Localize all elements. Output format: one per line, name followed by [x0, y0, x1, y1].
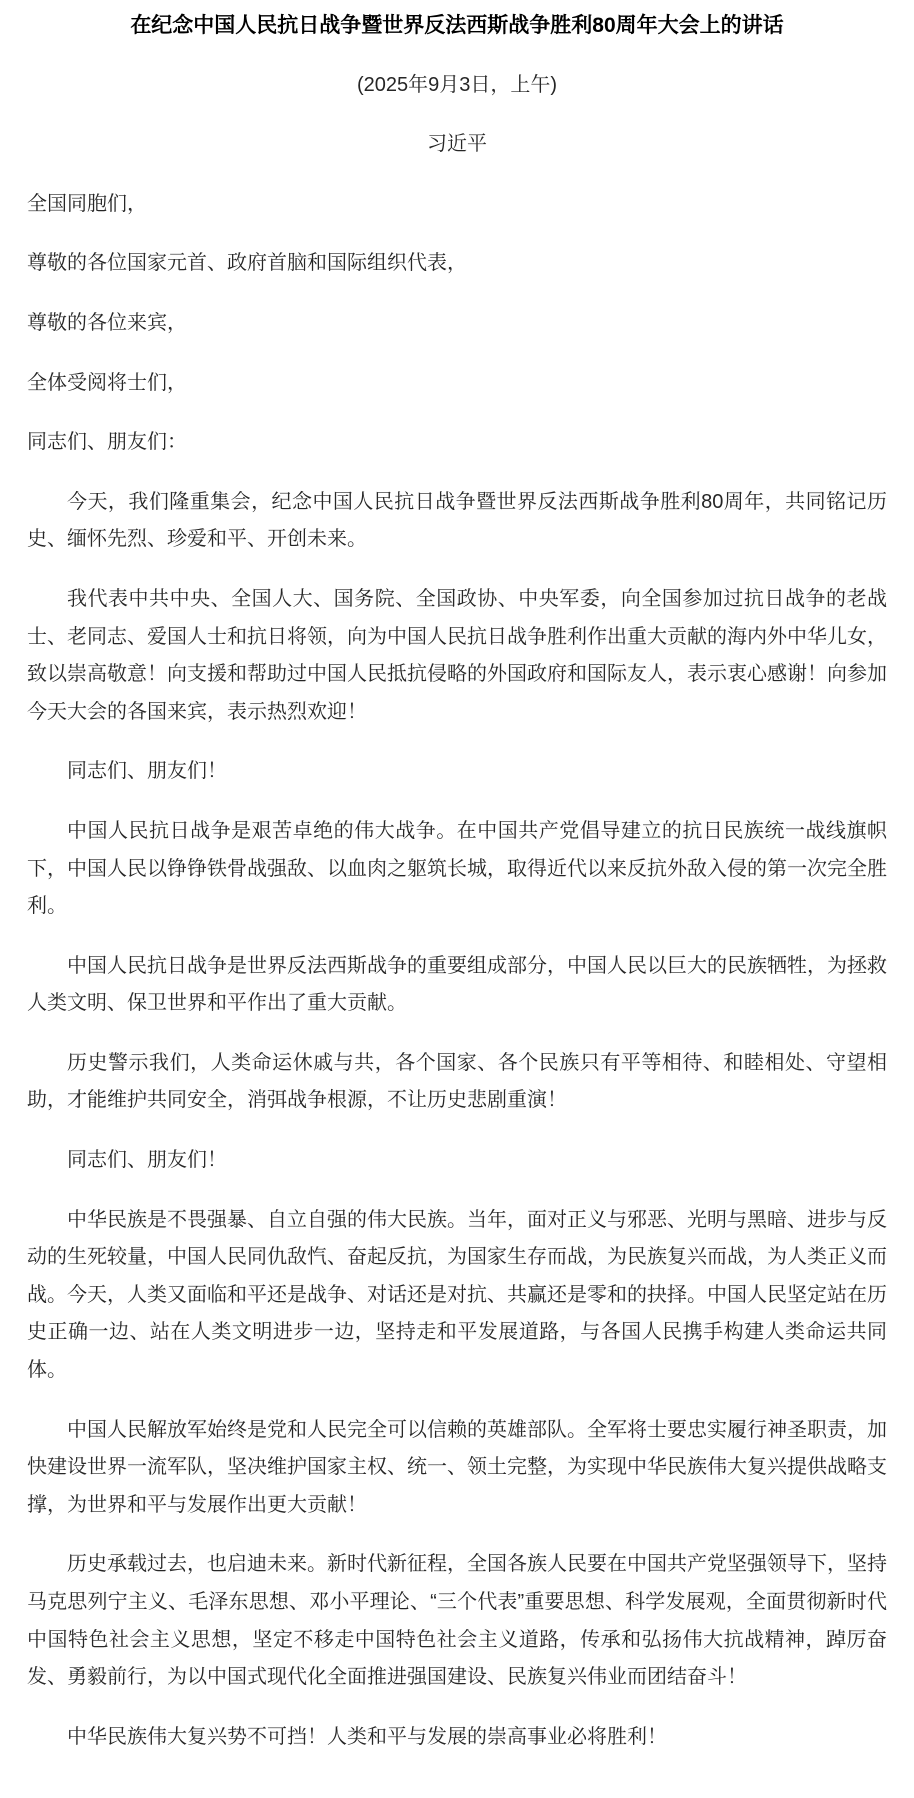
body-paragraph: 同志们、朋友们！ [67, 1149, 227, 1172]
body-paragraph: 同志们、朋友们！ [67, 760, 227, 783]
article-date: (2025年9月3日，上午) [356, 73, 558, 96]
article-author: 习近平 [427, 133, 487, 156]
body-paragraph: 中国人民抗日战争是艰苦卓绝的伟大战争。在中国共产党倡导建立的抗日民族统一战线旗帜下，中国人民以铮铮铁骨战强敌、以血肉之躯筑长城，取得近代以来反抗外敌入侵的第一次完全胜利。 [27, 819, 887, 918]
greeting-line: 同志们、朋友们： [27, 431, 187, 454]
body-paragraph: 中华民族是不畏强暴、自立自强的伟大民族。当年，面对正义与邪恶、光明与黑暗、进步与反动的生死较量，中国人民同仇敌忾、奋起反抗，为国家生存而战，为民族复兴而战，为人类正义而战。今天，人类又面临和平还是战争、对话还是对抗、共赢还是零和的抉择。中国人民坚定站在历史正确一边、站在人类文明进步一边，坚持走和平发展道路，与各国人民携手构建人类命运共同体。 [27, 1208, 887, 1382]
body-paragraph: 历史警示我们，人类命运休戚与共，各个国家、各个民族只有平等相待、和睦相处、守望相助，才能维护共同安全，消弭战争根源，不让历史悲剧重演！ [27, 1051, 887, 1112]
greeting-line: 尊敬的各位国家元首、政府首脑和国际组织代表， [27, 252, 467, 275]
body-paragraph: 中国人民抗日战争是世界反法西斯战争的重要组成部分，中国人民以巨大的民族牺牲，为拯救人类文明、保卫世界和平作出了重大贡献。 [27, 954, 887, 1015]
greeting-line: 全体受阅将士们， [27, 371, 187, 394]
body-paragraph: 历史承载过去，也启迪未来。新时代新征程，全国各族人民要在中国共产党坚强领导下，坚持马克思列宁主义、毛泽东思想、邓小平理论、“三个代表”重要思想、科学发展观，全面贯彻新时代中国特色社会主义思想，坚定不移走中国特色社会主义道路，传承和弘扬伟大抗战精神，踔厉奋发、勇毅前行，为以中国式现代化全面推进强国建设、民族复兴伟业而团结奋斗！ [27, 1553, 887, 1689]
body-paragraph: 中国人民解放军始终是党和人民完全可以信赖的英雄部队。全军将士要忠实履行神圣职责，加快建设世界一流军队，坚决维护国家主权、统一、领土完整，为实现中华民族伟大复兴提供战略支撑，为世界和平与发展作出更大贡献！ [27, 1418, 887, 1516]
greeting-line: 全国同胞们， [27, 192, 147, 215]
body-paragraph: 今天，我们隆重集会，纪念中国人民抗日战争暨世界反法西斯战争胜利80周年，共同铭记历史、缅怀先烈、珍爱和平、开创未来。 [27, 490, 887, 551]
article-title: 在纪念中国人民抗日战争暨世界反法西斯战争胜利80周年大会上的讲话 [130, 14, 784, 37]
article-body [27, 186, 887, 1757]
body-paragraph: 中华民族伟大复兴势不可挡！人类和平与发展的崇高事业必将胜利！ [67, 1725, 667, 1748]
body-paragraph: 我代表中共中央、全国人大、国务院、全国政协、中央军委，向全国参加过抗日战争的老战士、老同志、爱国人士和抗日将领，向为中国人民抗日战争胜利作出重大贡献的海内外中华儿女，致以崇高敬意！向支援和帮助过中国人民抵抗侵略的外国政府和国际友人，表示衷心感谢！向参加今天大会的各国来宾，表示热烈欢迎！ [27, 587, 887, 723]
greeting-line: 尊敬的各位来宾， [27, 311, 187, 334]
